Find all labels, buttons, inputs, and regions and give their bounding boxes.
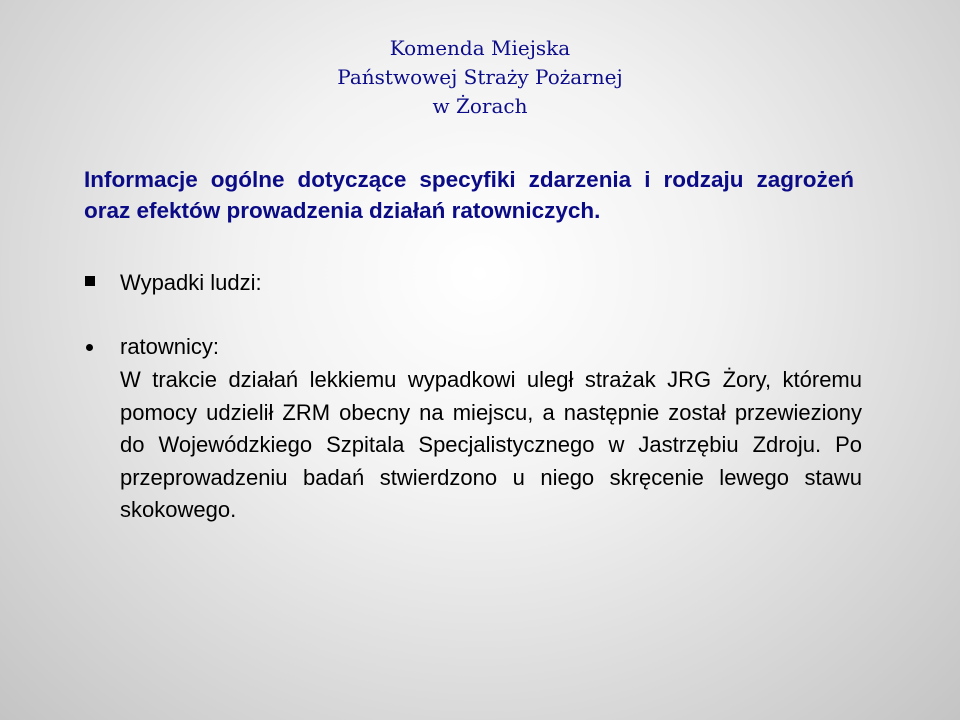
- slide-title: Informacje ogólne dotyczące specyfiki zdarzenia i rodzaju zagrożeń oraz efektów prowadzenia działań ratowniczych.: [84, 167, 854, 223]
- header-line-2: Państwowej Straży Pożarnej: [337, 65, 623, 89]
- header-line-1: Komenda Miejska: [389, 36, 571, 60]
- body-paragraph: W trakcie działań lekkiemu wypadkowi uległ strażak JRG Żory, któremu pomocy udzielił ZRM obecny na miejscu, a następnie został przewieziony do Wojewódzkiego Szpitala Specjalistycznego w Jastrzębiu Zdroju. Po przeprowadzeniu badań stwierdzono u niego skręcenie lewego stawu skokowego.: [120, 367, 862, 522]
- header-line-3: w Żorach: [432, 94, 528, 118]
- square-bullet-icon: [85, 276, 95, 286]
- bullet-subheading: ratownicy:: [120, 334, 220, 359]
- bullet-heading: Wypadki ludzi:: [120, 270, 262, 295]
- dot-bullet-icon: [86, 344, 93, 351]
- institution-header: [0, 34, 960, 121]
